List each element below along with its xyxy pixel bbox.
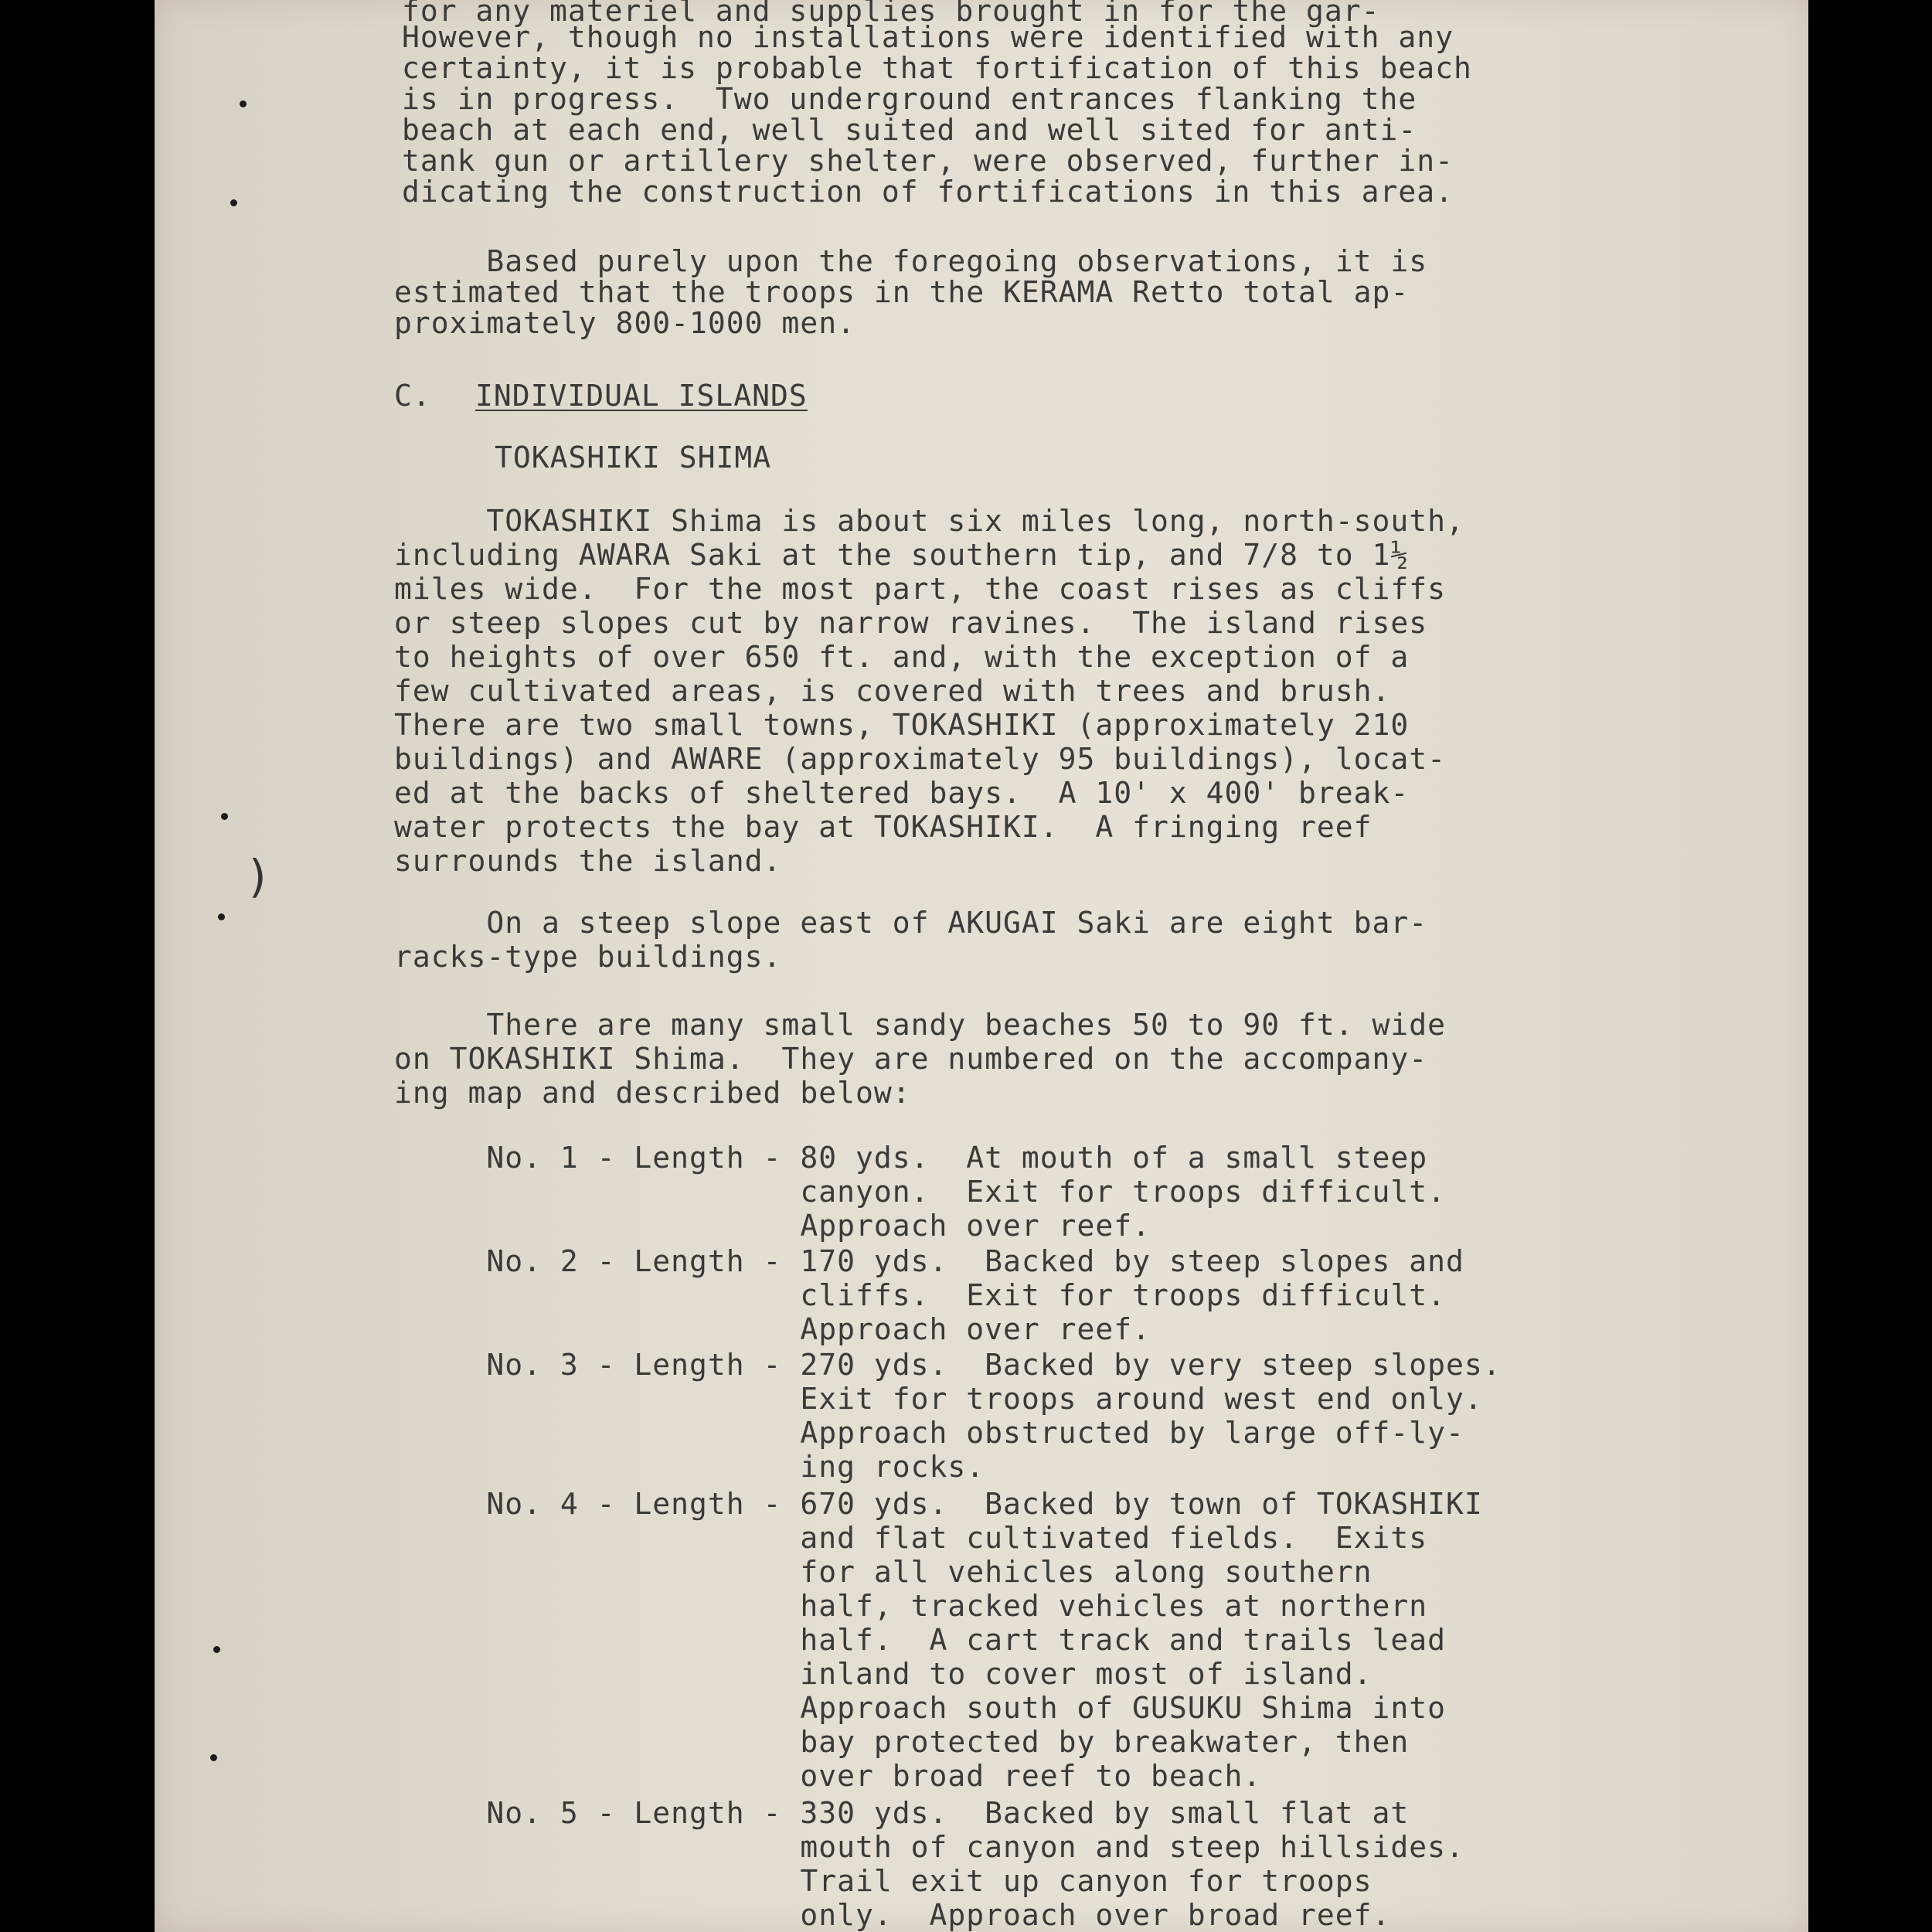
punch-hole: [218, 913, 225, 920]
text-line: Based purely upon the foregoing observations, it is: [394, 244, 1428, 278]
text-line: or steep slopes cut by narrow ravines. The island rises: [394, 606, 1428, 640]
text-line: water protects the bay at TOKASHIKI. A fringing reef: [394, 810, 1372, 844]
text-line: including AWARA Saki at the southern tip, and 7/8 to 1½: [394, 538, 1410, 572]
text-line: proximately 800-1000 men.: [394, 306, 855, 340]
text-line: There are two small towns, TOKASHIKI (approximately 210: [394, 708, 1410, 742]
text-line: Approach over reef.: [394, 1209, 1151, 1243]
text-line: half, tracked vehicles at northern: [394, 1589, 1428, 1623]
text-line: bay protected by breakwater, then: [394, 1725, 1410, 1759]
text-line: buildings) and AWARE (approximately 95 buildings), locat-: [394, 742, 1447, 776]
text-line: ed at the backs of sheltered bays. A 10' x 400' break-: [394, 776, 1410, 810]
punch-hole: [221, 813, 228, 820]
binder-mark: ): [249, 850, 267, 903]
text-line: to heights of over 650 ft. and, with the exception of a: [394, 640, 1410, 674]
text-line: TOKASHIKI SHIMA: [495, 440, 772, 474]
text-line: tank gun or artillery shelter, were observed, further in-: [402, 144, 1454, 178]
text-line: There are many small sandy beaches 50 to 90 ft. wide: [394, 1008, 1447, 1042]
text-line: mouth of canyon and steep hillsides.: [394, 1830, 1464, 1864]
text-line: Trail exit up canyon for troops: [394, 1864, 1372, 1898]
punch-hole: [240, 100, 247, 107]
text-line: dicating the construction of fortifications in this area.: [402, 175, 1454, 209]
text-line: cliffs. Exit for troops difficult.: [394, 1278, 1447, 1312]
text-line: few cultivated areas, is covered with trees and brush.: [394, 674, 1391, 708]
text-line: and flat cultivated fields. Exits: [394, 1521, 1428, 1555]
text-line: No. 2 - Length - 170 yds. Backed by steep slopes and: [394, 1244, 1464, 1278]
text-line: canyon. Exit for troops difficult.: [394, 1175, 1447, 1209]
text-line: Approach over reef.: [394, 1312, 1151, 1346]
text-line: Approach south of GUSUKU Shima into: [394, 1691, 1447, 1725]
punch-hole: [210, 1754, 217, 1761]
text-line: estimated that the troops in the KERAMA Retto total ap-: [394, 275, 1410, 309]
text-line: C.: [394, 379, 431, 413]
text-line: for any materiel and supplies brought in for the gar-: [402, 0, 1380, 28]
text-line: racks-type buildings.: [394, 940, 782, 974]
text-line: only. Approach over broad reef.: [394, 1898, 1391, 1932]
punch-hole: [213, 1646, 220, 1653]
text-line: TOKASHIKI Shima is about six miles long, north-south,: [394, 504, 1464, 538]
text-line: On a steep slope east of AKUGAI Saki are eight bar-: [394, 906, 1428, 940]
text-line: No. 5 - Length - 330 yds. Backed by small flat at: [394, 1796, 1410, 1830]
text-line: No. 1 - Length - 80 yds. At mouth of a small steep: [394, 1141, 1428, 1175]
text-line: surrounds the island.: [394, 844, 782, 878]
text-line: beach at each end, well suited and well sited for anti-: [402, 113, 1417, 147]
text-line: No. 4 - Length - 670 yds. Backed by town of TOKASHIKI: [394, 1487, 1483, 1521]
text-line: inland to cover most of island.: [394, 1657, 1372, 1691]
text-line: ing rocks.: [394, 1450, 985, 1484]
text-line: Exit for troops around west end only.: [394, 1382, 1483, 1416]
section-heading: INDIVIDUAL ISLANDS: [475, 379, 808, 413]
text-line: miles wide. For the most part, the coast rises as cliffs: [394, 572, 1447, 606]
text-line: Approach obstructed by large off-ly-: [394, 1416, 1464, 1450]
text-line: for all vehicles along southern: [394, 1555, 1372, 1589]
text-line: No. 3 - Length - 270 yds. Backed by very steep slopes.: [394, 1348, 1502, 1382]
text-line: half. A cart track and trails lead: [394, 1623, 1447, 1657]
text-line: certainty, it is probable that fortification of this beach: [402, 51, 1472, 85]
text-line: is in progress. Two underground entrances flanking the: [402, 82, 1417, 116]
text-line: over broad reef to beach.: [394, 1759, 1262, 1793]
text-line: on TOKASHIKI Shima. They are numbered on the accompany-: [394, 1042, 1428, 1076]
text-line: ing map and described below:: [394, 1076, 911, 1110]
text-line: However, though no installations were identified with any: [402, 20, 1454, 54]
punch-hole: [230, 199, 237, 206]
